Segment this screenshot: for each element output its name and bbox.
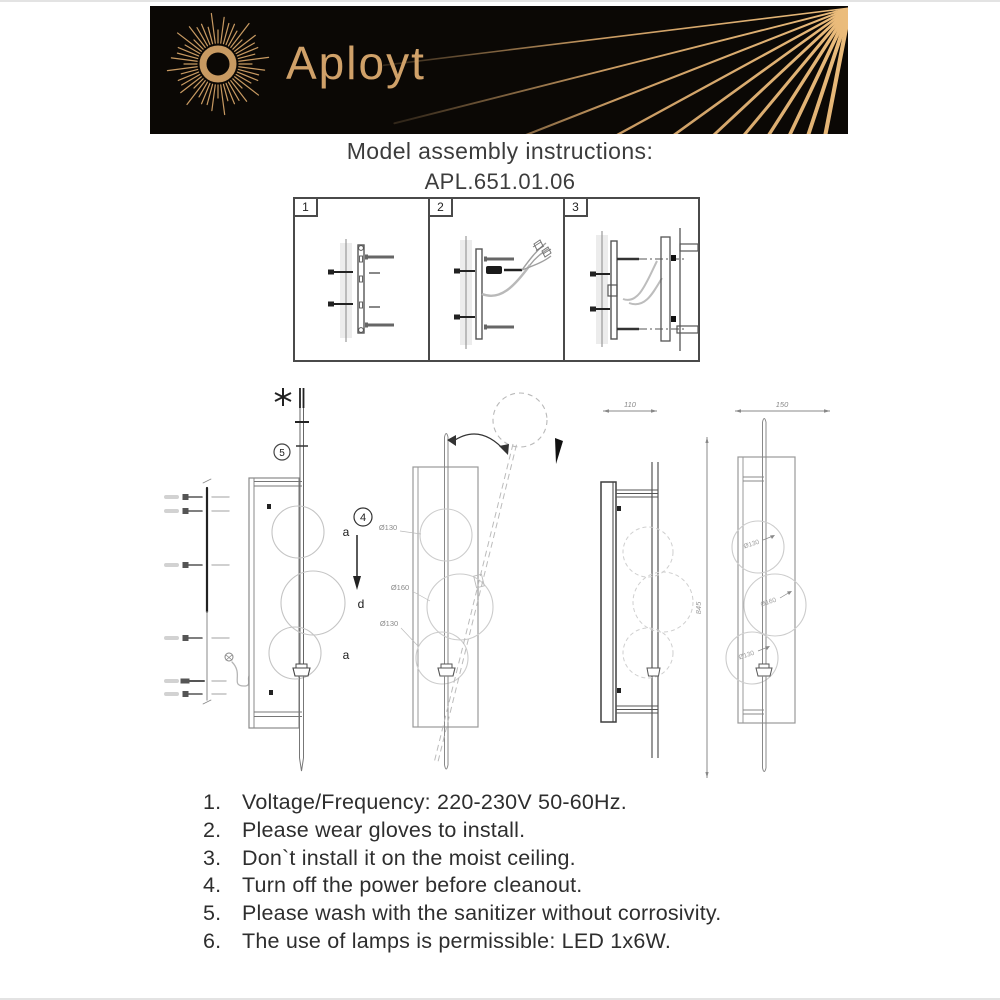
item-number: 3. xyxy=(203,845,222,870)
page-title: Model assembly instructions: xyxy=(346,138,654,164)
dim-width: 150 xyxy=(775,400,789,409)
assembly-steps xyxy=(293,197,700,362)
instruction-list xyxy=(203,789,883,956)
label-a-top: a xyxy=(342,525,350,539)
rod-insertion-view xyxy=(379,393,563,769)
list-item xyxy=(203,817,883,845)
dim-shade-130-top: Ø130 xyxy=(742,538,761,551)
brand-logo-text: Aployt xyxy=(286,37,426,89)
item-text: The use of lamps is permissible: LED 1x6W. xyxy=(242,928,672,953)
list-item xyxy=(203,900,883,928)
list-item xyxy=(203,845,883,873)
dim-shade-130-bottom: Ø130 xyxy=(737,649,756,662)
item-number: 1. xyxy=(203,790,222,814)
dim-dia-160: Ø160 xyxy=(390,583,410,592)
callout-5: 5 xyxy=(279,448,285,459)
list-item xyxy=(203,789,883,817)
item-number: 4. xyxy=(203,873,222,898)
title-block xyxy=(0,138,1000,195)
brand-banner xyxy=(150,6,848,134)
dim-dia-130-bottom: Ø130 xyxy=(379,619,399,628)
item-text: Don`t install it on the moist ceiling. xyxy=(242,845,576,870)
step-number-badge: 2 xyxy=(428,197,453,217)
step-number-badge: 3 xyxy=(563,197,588,217)
front-view-callouts xyxy=(249,388,372,771)
dim-dia-130-top: Ø130 xyxy=(378,523,398,532)
step-panel-2 xyxy=(428,197,565,362)
dim-depth: 110 xyxy=(624,400,636,409)
model-number: APL.651.01.06 xyxy=(424,169,576,194)
side-view-dimensioned xyxy=(601,400,709,778)
callout-4: 4 xyxy=(359,512,367,524)
list-item xyxy=(203,928,883,956)
step-number-badge: 1 xyxy=(293,197,318,217)
step1-diagram xyxy=(295,199,426,360)
list-item xyxy=(203,872,883,900)
label-d: d xyxy=(357,597,365,611)
label-a-bottom: a xyxy=(342,648,350,662)
front-view-dimensioned xyxy=(726,400,830,772)
step-panel-1 xyxy=(293,197,430,362)
item-text: Voltage/Frequency: 220-230V 50-60Hz. xyxy=(242,790,627,814)
dim-height: 845 xyxy=(694,601,703,615)
item-number: 6. xyxy=(203,928,222,953)
item-text: Turn off the power before cleanout. xyxy=(242,873,583,898)
item-number: 5. xyxy=(203,901,222,926)
item-text: Please wear gloves to install. xyxy=(242,817,526,842)
item-number: 2. xyxy=(203,817,222,842)
page-top-edge xyxy=(0,0,1000,2)
step2-diagram xyxy=(430,199,561,360)
mounting-strip-view xyxy=(166,479,249,704)
sunburst-logo-icon xyxy=(167,13,268,114)
step-panel-3 xyxy=(563,197,700,362)
item-text: Please wash with the sanitizer without corrosivity. xyxy=(242,901,722,926)
dim-shade-160: Ø160 xyxy=(759,596,778,609)
technical-drawing xyxy=(150,380,850,790)
step3-diagram xyxy=(565,199,699,360)
